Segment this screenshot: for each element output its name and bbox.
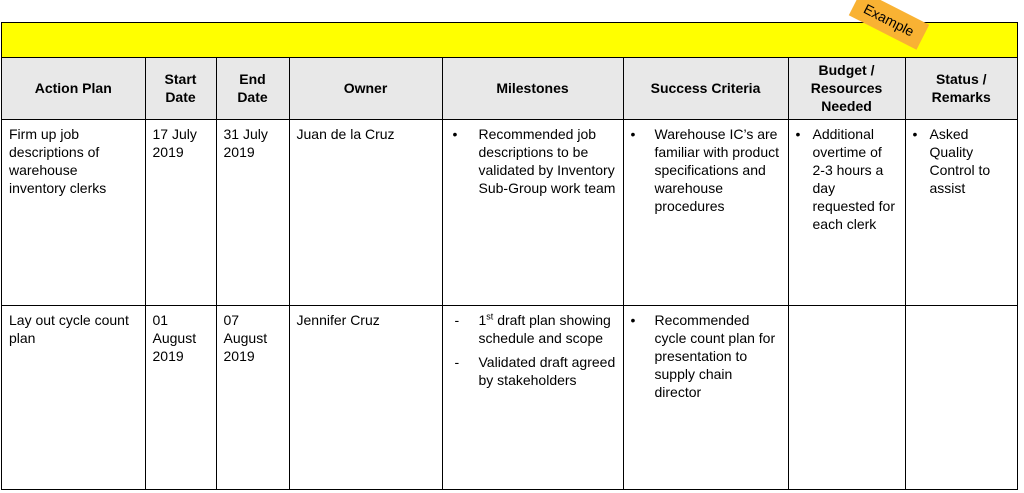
list-item: • Asked Quality Control to assist — [912, 125, 991, 196]
example-tag: Example — [849, 0, 929, 50]
list-item: • Warehouse IC’s are familiar with product specifications and warehouse procedures — [630, 125, 779, 214]
action-plan-table — [2, 58, 1017, 490]
bullet-marker: • — [630, 311, 636, 328]
dash-marker: - — [454, 353, 460, 370]
table-header-row — [2, 58, 1017, 119]
header-success-criteria: Success Criteria — [623, 58, 788, 119]
cell-end-date: 31 July 2019 — [216, 119, 289, 305]
cell-budget-resources — [788, 119, 905, 305]
cell-action-plan: Lay out cycle count plan — [2, 305, 145, 490]
cell-milestones — [442, 305, 623, 490]
title-banner — [2, 23, 1017, 58]
cell-success-criteria — [623, 305, 788, 490]
cell-start-date: 01 August 2019 — [145, 305, 216, 490]
header-end-date: End Date — [216, 58, 289, 119]
cell-action-plan: Firm up job descriptions of warehouse inventory clerks — [2, 119, 145, 305]
action-plan-sheet — [1, 22, 1018, 490]
cell-end-date: 07 August 2019 — [216, 305, 289, 490]
dash-marker: - — [454, 311, 460, 328]
cell-status-remarks — [905, 119, 1017, 305]
header-owner: Owner — [289, 58, 442, 119]
cell-milestones — [442, 119, 623, 305]
header-start-date: Start Date — [145, 58, 216, 119]
list-item: • Additional overtime of 2-3 hours a day requested for each clerk — [795, 125, 895, 232]
table-row — [2, 119, 1017, 305]
list-item: - Validated draft agreed by stakeholders — [454, 353, 616, 388]
bullet-marker: • — [795, 125, 801, 142]
cell-start-date: 17 July 2019 — [145, 119, 216, 305]
header-action-plan: Action Plan — [2, 58, 145, 119]
list-item: • Recommended cycle count plan for presentation to supply chain director — [630, 311, 776, 400]
cell-status-remarks — [905, 305, 1017, 490]
bullet-marker: • — [452, 125, 458, 142]
list-item: - 1st draft plan showing schedule and scope — [454, 310, 611, 346]
cell-owner: Juan de la Cruz — [289, 119, 442, 305]
cell-owner: Jennifer Cruz — [289, 305, 442, 490]
bullet-marker: • — [912, 125, 918, 142]
list-item: • Recommended job descriptions to be validated by Inventory Sub-Group work team — [452, 125, 616, 196]
header-status-remarks: Status / Remarks — [905, 58, 1017, 119]
bullet-marker: • — [630, 125, 636, 142]
cell-success-criteria — [623, 119, 788, 305]
cell-budget-resources — [788, 305, 905, 490]
header-budget-resources: Budget / Resources Needed — [788, 58, 905, 119]
table-row — [2, 305, 1017, 490]
header-milestones: Milestones — [442, 58, 623, 119]
